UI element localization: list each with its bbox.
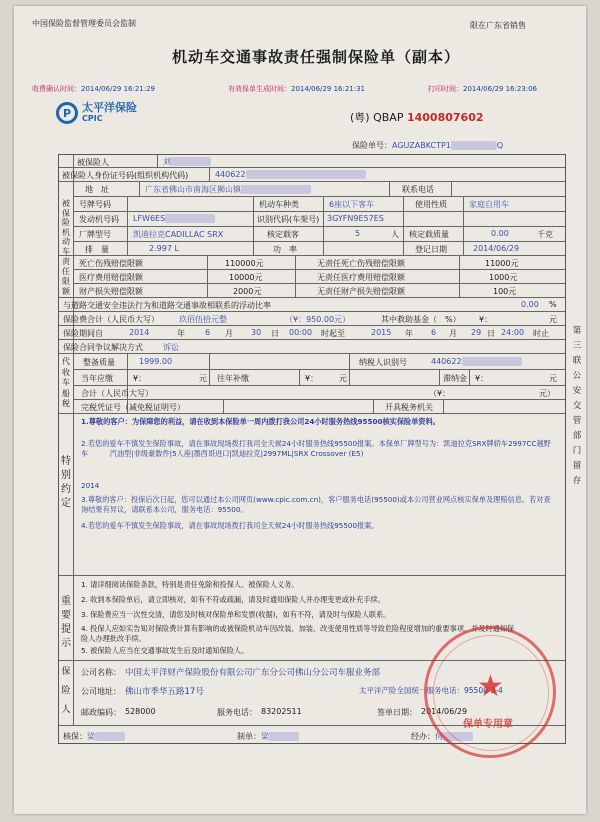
end-day: 29 (471, 328, 482, 337)
liability-side-label: 责任限额 (62, 257, 70, 296)
confirm-time-value: 2014/06/29 16:21:29 (81, 85, 156, 93)
notice-3: 3. 保险费应当一次性交清，请您及时核对保险单和发票(收据)，如有不符，请及时与保险人联系。 (81, 610, 391, 619)
seats-value: 5 (355, 229, 361, 238)
effective-time-label: 有效保单生成时间： (228, 85, 291, 93)
float-rate-value: 0.00 (521, 300, 539, 309)
vehicle-type-value: 6座以下客车 (329, 200, 375, 209)
vin-label: 识别代码(车架号) (257, 215, 320, 224)
load-label: 核定载质量 (409, 230, 449, 239)
redacted-block (451, 141, 497, 150)
insurer-address-value: 佛山市季华五路17号 (125, 687, 204, 697)
rescue-fund-label: 其中救助基金（ (381, 315, 437, 324)
premium-total-label: 保险费合计（人民币大写） (63, 315, 159, 324)
liability-right-label: 无责任医疗费用赔偿限额 (317, 273, 405, 282)
special-term-3: 3.尊敬的客户：投保后次日起，您可以通过本公司网页(www.cpic.com.cn)，客户服务电话(95500)或本公司营业网点核实保单及理赔信息。若对查询结果有异议，请联系本公司，服务电话：95500。 (81, 495, 551, 514)
to-label: 时止 (533, 329, 549, 338)
liability-right-label: 无责任财产损失赔偿限额 (317, 287, 405, 296)
late-fee-unit: ¥： (475, 374, 489, 383)
liability-left-value: 10000元 (229, 273, 263, 282)
premium-total-words: 玖佰伍拾元整 (179, 315, 227, 324)
special-term-year: 2014 (81, 481, 100, 490)
load-unit: 千克 (537, 230, 553, 239)
postcode-value: 528000 (125, 707, 156, 716)
insurer-side-label: 保险人 (61, 667, 71, 715)
tax-sum-label: 合计（人民币大写） (81, 389, 153, 398)
start-day: 30 (251, 328, 262, 337)
review-signature: 核保：梁 (63, 731, 125, 742)
tax-side-label: 代收车船税 (62, 357, 70, 408)
special-term-4: 4.若您的爱车不慎发生保险事故，请在事故现场拨打我司全天候24小时服务热线95500报案。 (81, 521, 379, 530)
past-years-unit: ¥： (305, 374, 319, 383)
vin-value: 3GYFN9E57ES (327, 214, 384, 223)
late-fee-label: 滞纳金 (443, 374, 467, 383)
policy-series: QBAP (373, 111, 404, 124)
agent-signature: 经办：何 (411, 731, 473, 742)
end-month: 6 (431, 328, 437, 337)
premium-total-amount: （¥：950.00元） (285, 315, 351, 324)
liability-right-label: 无责任死亡伤残赔偿限额 (317, 259, 405, 268)
dispute-value: 诉讼 (163, 343, 179, 352)
regulator-text: 中国保险监督管理委员会监制 (32, 19, 136, 28)
maker-signature: 制单：梁 (237, 731, 299, 742)
notice-5: 5. 被保险人应当在交通事故发生后及时通知保险人。 (81, 646, 249, 655)
rescue-fund-amount: ¥： (479, 315, 493, 324)
liability-left-label: 死亡伤残赔偿限额 (79, 259, 143, 268)
redacted-block (241, 185, 311, 194)
liability-right-value: 100元 (493, 287, 517, 296)
sign-date-value: 2014/06/29 (421, 707, 468, 716)
use-value: 家庭自用车 (469, 200, 509, 209)
from-label: 时起至 (321, 329, 345, 338)
insurer-hotline: 太平洋产险全国统一服务电话：95500-3-4 (359, 686, 503, 695)
redacted-block (95, 732, 125, 741)
company-seal-stamp (424, 626, 556, 758)
vehicle-type-label: 机动车种类 (259, 200, 299, 209)
redacted-block (171, 157, 211, 166)
current-year-label: 当年应缴 (81, 374, 113, 383)
taxpayer-label: 纳税人识别号 (359, 358, 407, 367)
insurer-company-label: 公司名称： (81, 668, 121, 677)
company-logo-name: 太平洋保险 (82, 101, 137, 114)
past-years-end: 元 (339, 374, 347, 383)
notice-4: 4. 投保人应如实告知对保险费计算有影响的或被保险机动车因改装、加装、改变使用性质等导致危险程度增加的重要事项，并及时通知保险人办理批改手续。 (81, 624, 515, 643)
policy-number (350, 109, 484, 125)
day-label: 日 (487, 329, 495, 338)
notice-2: 2. 收到本保险单后，请立即核对，如有不符或疏漏，请及时通知保险人并办理变更或补充手续。 (81, 595, 385, 604)
past-years-label: 往年补缴 (217, 374, 249, 383)
print-time-label: 打印时间： (428, 85, 463, 93)
start-hour: 00:00 (289, 328, 313, 337)
year-label: 年 (405, 329, 413, 338)
sign-date-label: 签单日期： (377, 708, 417, 717)
company-logo (56, 102, 137, 124)
rescue-fund-pct: %） (445, 315, 461, 324)
policy-no-suffix: Q (496, 141, 504, 150)
period-label: 保险期间自 (63, 329, 103, 338)
region-text: 限在广东省销售 (470, 21, 526, 30)
curb-weight-value: 1999.00 (139, 357, 173, 366)
use-label: 使用性质 (415, 200, 447, 209)
end-hour: 24:00 (501, 328, 525, 337)
insured-name: 刘 (163, 156, 211, 167)
taxpayer-value: 440622 (431, 357, 522, 366)
important-notice-side-label: 重要提示 (61, 596, 71, 649)
dispute-label: 保险合同争议解决方式 (63, 343, 143, 352)
float-rate-unit: % (549, 300, 557, 309)
service-phone-value: 83202511 (261, 707, 302, 716)
policy-no-value: AGUZABKCTP1 (392, 141, 451, 150)
curb-weight-label: 整备质量 (83, 358, 115, 367)
seats-label: 核定载客 (267, 230, 299, 239)
company-logo-en: CPIC (82, 114, 103, 123)
special-terms-side-label: 特别约定 (61, 456, 71, 509)
insured-id-value: 440622 (215, 170, 366, 179)
insurance-policy-sheet (14, 6, 586, 814)
month-label: 月 (449, 329, 457, 338)
day-label: 日 (271, 329, 279, 338)
redacted-block (165, 214, 215, 223)
load-value: 0.00 (491, 229, 509, 238)
reg-date-value: 2014/06/29 (473, 244, 520, 253)
confirm-time-label: 收费确认时间： (32, 85, 81, 93)
tax-cert-label: 完税凭证号（减免税证明号） (81, 403, 185, 412)
address-label: 地 址 (85, 185, 109, 194)
insured-id-label: 被保险人身份证号码(组织机构代码) (62, 171, 189, 180)
start-month: 6 (205, 328, 211, 337)
service-phone-label: 服务电话： (217, 708, 257, 717)
liability-left-label: 财产损失赔偿限额 (79, 287, 143, 296)
postcode-label: 邮政编码： (81, 708, 121, 717)
policy-no-line (352, 140, 503, 151)
plate-label: 号牌号码 (79, 200, 111, 209)
liability-left-label: 医疗费用赔偿限额 (79, 273, 143, 282)
special-term-1: 1.尊敬的客户：为保障您的利益，请在收到本保险单一周内拨打我公司24小时服务热线95500核实保险单资料。 (81, 417, 440, 426)
power-label: 功 率 (273, 245, 297, 254)
tax-authority-label: 开具税务机关 (385, 403, 433, 412)
rescue-fund-end: 元 (549, 315, 557, 324)
current-year-unit: ¥： (133, 374, 147, 383)
effective-time-value: 2014/06/29 16:21:31 (291, 85, 366, 93)
redacted-block (246, 170, 366, 179)
liability-left-value: 110000元 (225, 259, 264, 268)
liability-right-value: 1000元 (489, 273, 518, 282)
end-year: 2015 (371, 328, 392, 337)
policy-prefix: (粤) (350, 111, 370, 124)
current-year-end: 元 (199, 374, 207, 383)
insurer-company-value: 中国太平洋财产保险股份有限公司广东分公司佛山分公司车服业务部 (125, 668, 381, 678)
model-label: 厂牌型号 (79, 230, 111, 239)
year-label: 年 (177, 329, 185, 338)
phone-label: 联系电话 (402, 185, 434, 194)
policy-no-label: 保险单号： (352, 141, 392, 150)
late-fee-end: 元 (549, 374, 557, 383)
seats-unit: 人 (391, 230, 399, 239)
seal-star-icon: ★ (477, 669, 504, 704)
tax-sum-end: 元） (539, 389, 555, 398)
displacement-value: 2.997 L (149, 244, 179, 253)
model-value: 凯迪拉克CADILLAC SRX (133, 230, 224, 239)
insurer-address-label: 公司地址： (81, 687, 121, 696)
redacted-block (269, 732, 299, 741)
address-value: 广东省佛山市南海区狮山镇 (145, 184, 311, 195)
tax-sum-unit: （¥： (429, 389, 451, 398)
displacement-label: 排 量 (85, 245, 109, 254)
insured-label: 被保险人 (77, 158, 109, 167)
special-term-2: 2.若您的爱车不慎发生保险事故，请在事故现场拨打我司全天候24小时服务热线95500报案。本保单厂牌型号为：凯迪拉克SRX牌轿车2997CC越野车 汽油型|非级豪数件|5人座|墨西哥进口|凯迪拉克|2997ML|SRX Crossover (E5) (81, 439, 551, 458)
float-rate-label: 与道路交通安全违法行为和道路交通事故相联系的浮动比率 (63, 301, 271, 310)
liability-left-value: 2000元 (233, 287, 262, 296)
redacted-block (462, 357, 522, 366)
cpic-logo-icon: P (56, 102, 78, 124)
copy-side-note: 第三联 公安交管部门留存 (572, 326, 582, 486)
seal-text: 保单专用章 (463, 719, 513, 730)
vehicle-side-label: 被保险机动车 (62, 199, 70, 256)
month-label: 月 (225, 329, 233, 338)
engine-label: 发动机号码 (79, 215, 119, 224)
document-title: 机动车交通事故责任强制保险单（副本） (172, 48, 461, 66)
liability-right-value: 11000元 (485, 259, 519, 268)
engine-value: LFW6ES (133, 214, 215, 223)
print-time-value: 2014/06/29 16:23:06 (463, 85, 538, 93)
notice-1: 1. 请详细阅读保险条款，特别是责任免除和投保人、被保险人义务。 (81, 580, 299, 589)
reg-date-label: 登记日期 (415, 245, 447, 254)
start-year: 2014 (129, 328, 150, 337)
policy-serial: 1400807602 (406, 111, 484, 124)
